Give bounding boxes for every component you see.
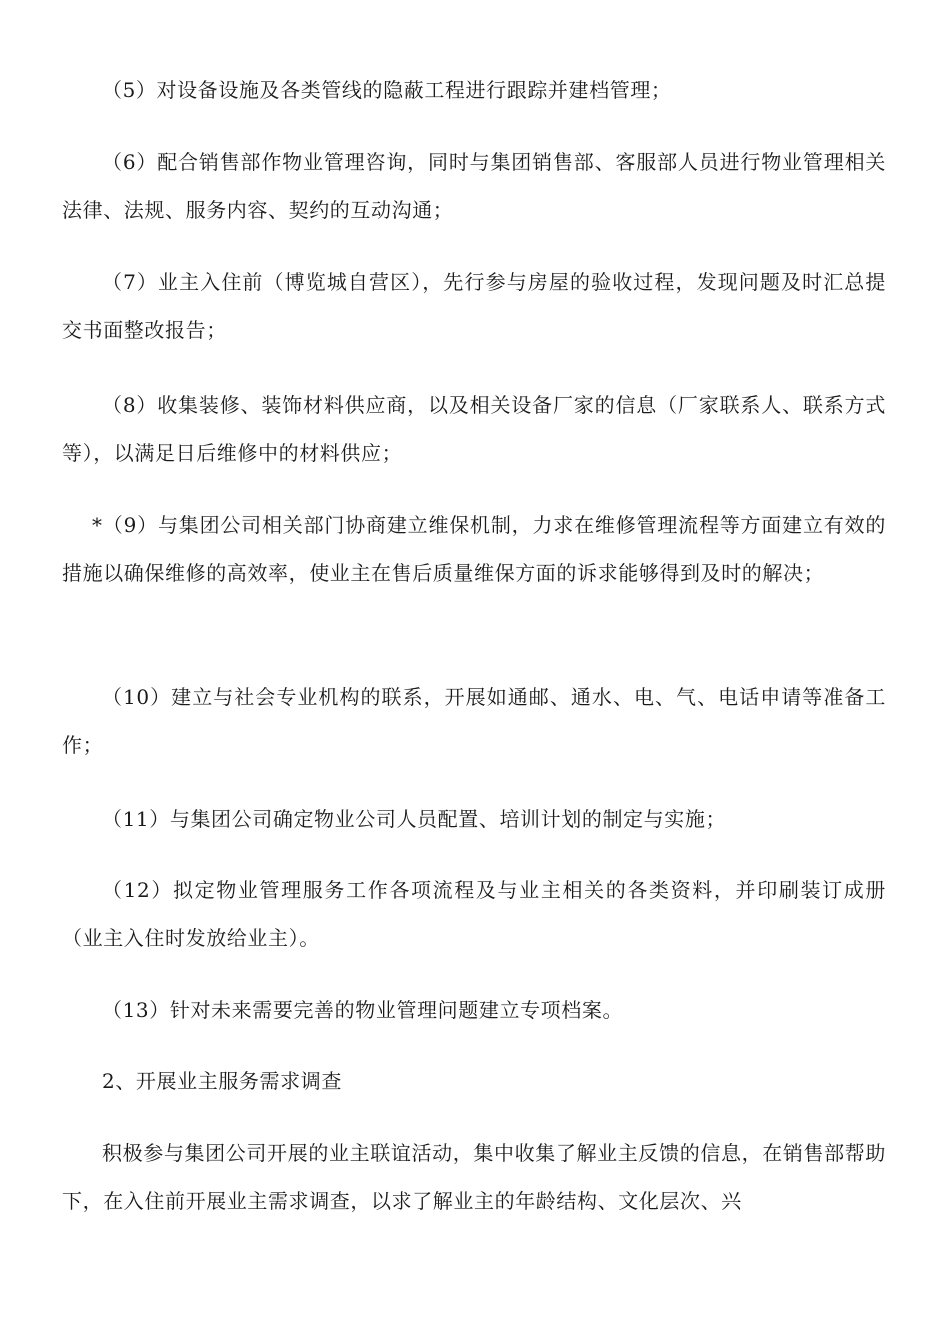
paragraph-item-9: *（9）与集团公司相关部门协商建立维保机制，力求在维修管理流程等方面建立有效的措施以确保维修的高效率，使业主在售后质量维保方面的诉求能够得到及时的解决；	[62, 513, 886, 585]
section-heading: 2、开展业主服务需求调查	[102, 1069, 342, 1093]
paragraph-item-13: （13）针对未来需要完善的物业管理问题建立专项档案。	[102, 998, 624, 1022]
paragraph-item-10: （10）建立与社会专业机构的联系，开展如通邮、通水、电、气、电话申请等准备工作；	[62, 685, 886, 757]
paragraph-item-5: （5）对设备设施及各类管线的隐蔽工程进行跟踪并建档管理；	[102, 78, 672, 102]
body-paragraph: 积极参与集团公司开展的业主联谊活动，集中收集了解业主反馈的信息，在销售部帮助下，在入住前开展业主需求调查，以求了解业主的年龄结构、文化层次、兴	[62, 1141, 886, 1213]
paragraph-item-6: （6）配合销售部作物业管理咨询，同时与集团销售部、客服部人员进行物业管理相关法律、法规、服务内容、契约的互动沟通；	[62, 150, 886, 222]
paragraph-item-7: （7）业主入住前（博览城自营区），先行参与房屋的验收过程，发现问题及时汇总提交书面整改报告；	[62, 270, 886, 342]
paragraph-item-12: （12）拟定物业管理服务工作各项流程及与业主相关的各类资料，并印刷装订成册（业主入住时发放给业主）。	[62, 878, 886, 950]
paragraph-item-8: （8）收集装修、装饰材料供应商，以及相关设备厂家的信息（厂家联系人、联系方式等），以满足日后维修中的材料供应；	[62, 393, 886, 465]
paragraph-item-11: （11）与集团公司确定物业公司人员配置、培训计划的制定与实施；	[102, 807, 727, 831]
